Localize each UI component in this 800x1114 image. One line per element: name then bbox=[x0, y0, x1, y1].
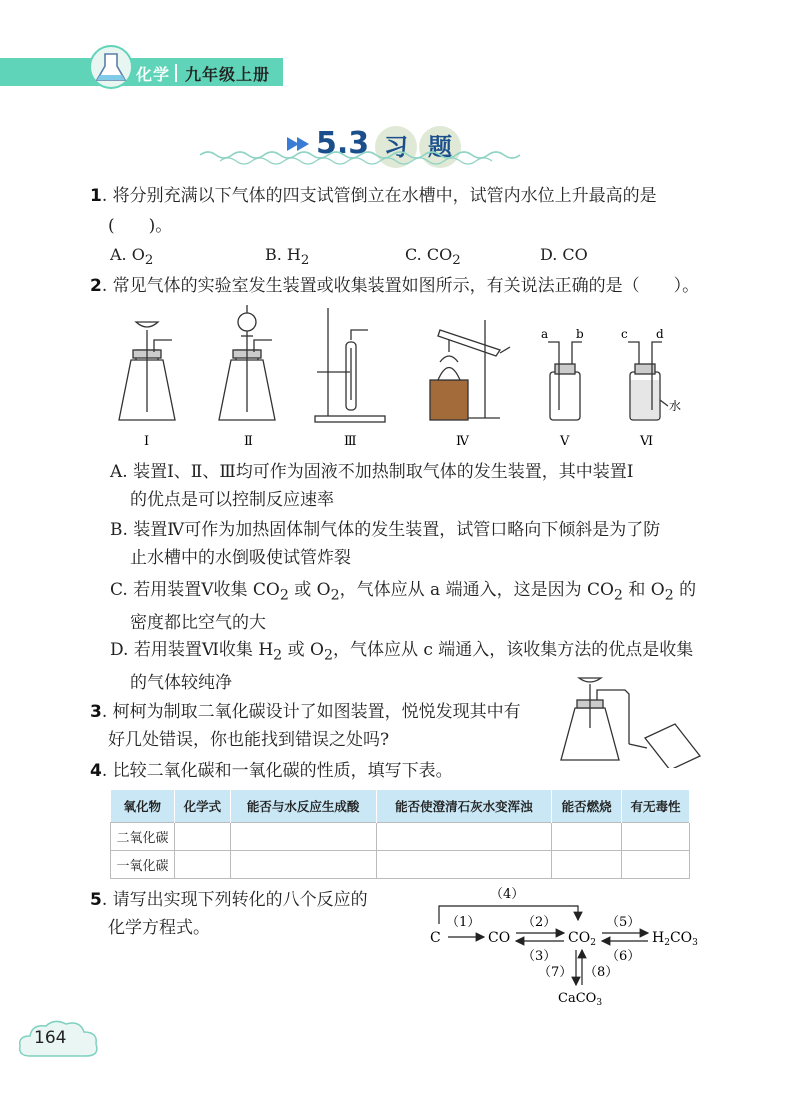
table-header-row bbox=[111, 790, 690, 823]
species-caco3: CaCO$_3$ bbox=[558, 991, 603, 1008]
apparatus-label: Ⅵ bbox=[640, 434, 654, 449]
question-4: 4. 比较二氧化碳和一氧化碳的性质，填写下表。 bbox=[90, 761, 453, 781]
reaction-label: （8） bbox=[584, 965, 619, 980]
reaction-label: （4） bbox=[490, 887, 525, 902]
port-label-a: a bbox=[541, 327, 549, 341]
header-subject: 化学 bbox=[136, 65, 171, 84]
question-1 bbox=[90, 182, 710, 210]
option-d: D. CO bbox=[540, 245, 588, 264]
species-h2co3: $H_2CO_3$ bbox=[652, 930, 698, 948]
question-text: . 常见气体的实验室发生装置或收集装置如图所示，有关说法正确的是（ ）。 bbox=[101, 276, 700, 296]
table-cell[interactable] bbox=[376, 851, 552, 879]
species-c: C bbox=[430, 930, 441, 946]
q2-option-a: A. 装置Ⅰ、Ⅱ、Ⅲ均可作为固液不加热制取气体的发生装置，其中装置Ⅰ 的优点是可以控制反应速率 bbox=[110, 462, 634, 510]
section-title-char: 习 bbox=[375, 126, 417, 168]
question-3: 3. 柯柯为制取二氧化碳设计了如图装置，悦悦发现其中有 好几处错误，你也能找到错误之处吗? bbox=[90, 702, 521, 750]
apparatus-label: Ⅳ bbox=[456, 434, 469, 449]
table-cell[interactable] bbox=[552, 823, 622, 851]
table-header: 能否使澄清石灰水变浑浊 bbox=[376, 790, 552, 823]
reaction-label: （3） bbox=[522, 949, 557, 964]
q2-option-b: B. 装置Ⅳ可作为加热固体制气体的发生装置，试管口略向下倾斜是为了防 止水槽中的水倒吸使试管炸裂 bbox=[110, 520, 661, 568]
table-header: 氧化物 bbox=[111, 790, 175, 823]
table-header: 能否燃烧 bbox=[552, 790, 622, 823]
reaction-label: （7） bbox=[538, 965, 573, 980]
table-header: 有无毒性 bbox=[622, 790, 690, 823]
table-header: 化学式 bbox=[174, 790, 230, 823]
header-grade: 九年级上册 bbox=[185, 65, 271, 84]
apparatus-label: Ⅱ bbox=[244, 434, 253, 449]
q2-option-d: D. 若用装置Ⅵ收集 $H_2$ 或 $O_2$，气体应从 c 端通入，该收集方法的优点是收集 的气体较纯净 bbox=[110, 640, 694, 694]
table-cell[interactable] bbox=[174, 823, 230, 851]
apparatus-6 bbox=[628, 342, 668, 420]
table-cell[interactable] bbox=[174, 851, 230, 879]
table-cell[interactable] bbox=[230, 823, 376, 851]
question-number: 2 bbox=[90, 276, 102, 296]
header-divider bbox=[175, 64, 177, 82]
apparatus-label: Ⅴ bbox=[560, 434, 570, 449]
table-cell: 一氧化碳 bbox=[111, 851, 175, 879]
question-5: 5. 请写出实现下列转化的八个反应的 化学方程式。 bbox=[90, 890, 368, 938]
page-number: 164 bbox=[34, 1028, 67, 1048]
table-header: 能否与水反应生成酸 bbox=[230, 790, 376, 823]
table-cell: 二氧化碳 bbox=[111, 823, 175, 851]
table-cell[interactable] bbox=[376, 823, 552, 851]
question-text: . 将分别充满以下气体的四支试管倒立在水槽中，试管内水位上升最高的是 bbox=[101, 186, 657, 206]
apparatus-label: Ⅰ bbox=[144, 434, 150, 449]
question-number: 1 bbox=[90, 186, 102, 206]
answer-blank: ( )。 bbox=[108, 216, 173, 236]
apparatus-figure bbox=[100, 300, 710, 460]
water-label: 水 bbox=[669, 399, 682, 413]
apparatus-2 bbox=[219, 305, 275, 420]
q3-apparatus-figure bbox=[555, 668, 705, 768]
table-row bbox=[111, 823, 690, 851]
reaction-label: （5） bbox=[606, 915, 641, 930]
apparatus-1 bbox=[119, 322, 175, 420]
apparatus-label: Ⅲ bbox=[344, 434, 357, 449]
comparison-table bbox=[110, 790, 690, 879]
species-co2: $CO_2$ bbox=[568, 930, 596, 948]
table-cell[interactable] bbox=[622, 823, 690, 851]
option-b: B. $H_2$ bbox=[265, 245, 310, 269]
reaction-label: （2） bbox=[522, 915, 557, 930]
option-c: C. $CO_2$ bbox=[405, 245, 461, 269]
section-number: 5.3 bbox=[316, 126, 370, 161]
species-co: CO bbox=[488, 930, 511, 946]
section-wave-underline bbox=[200, 149, 520, 167]
port-label-b: b bbox=[576, 327, 584, 341]
reaction-label: （1） bbox=[446, 915, 481, 930]
flask-logo-icon bbox=[88, 44, 134, 90]
question-2 bbox=[90, 272, 730, 300]
port-label-d: d bbox=[656, 327, 664, 341]
apparatus-3 bbox=[315, 308, 385, 422]
q2-option-c: C. 若用装置Ⅴ收集 $CO_2$ 或 $O_2$，气体应从 a 端通入，这是因为 $CO_2$ 和 $O_2$ 的 密度都比空气的大 bbox=[110, 580, 697, 634]
section-title-char: 题 bbox=[419, 126, 461, 168]
port-label-c: c bbox=[621, 327, 628, 341]
apparatus-4 bbox=[430, 320, 510, 420]
table-row bbox=[111, 851, 690, 879]
table-cell[interactable] bbox=[622, 851, 690, 879]
table-cell[interactable] bbox=[552, 851, 622, 879]
reaction-label: （6） bbox=[606, 949, 641, 964]
table-cell[interactable] bbox=[230, 851, 376, 879]
option-a: A. $O_2$ bbox=[110, 245, 154, 269]
apparatus-5 bbox=[548, 342, 582, 420]
conversion-diagram bbox=[430, 880, 700, 1010]
